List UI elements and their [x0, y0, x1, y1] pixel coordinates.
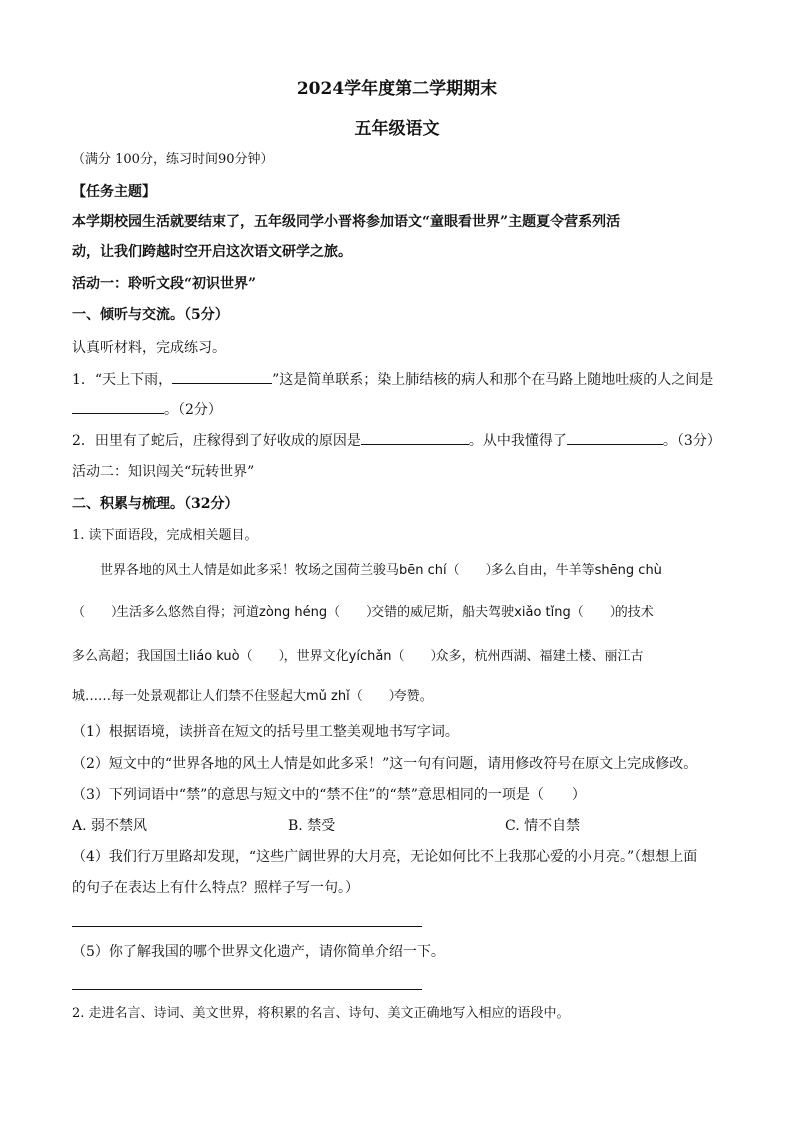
pinyin: shēng chù [594, 563, 662, 578]
passage-text: 夸赞。 [393, 689, 433, 704]
page-subtitle: 五年级语文 [354, 119, 440, 139]
answer-line[interactable] [72, 926, 422, 927]
subquestion-3: （3）下列词语中“禁”的意思与短文中的“禁不住”的“禁”意思相同的一项是（ ） [72, 787, 586, 803]
subquestion-1: （1）根据语境，读拼音在短文的括号里工整美观地书写字词。 [72, 724, 459, 740]
pinyin: yíchǎn [348, 649, 392, 664]
theme-text-line2: 动，让我们跨越时空开启这次语文研学之旅。 [72, 244, 352, 260]
activity2-heading: 活动二：知识闯关“玩转世界” [72, 464, 255, 480]
answer-blank[interactable] [361, 430, 469, 445]
subquestion-4-line1: （4）我们行万里路却发现，“这些广阔世界的大月亮，无论如何比不上我那心爱的小月亮。”（想想上面 [72, 849, 698, 865]
option-c[interactable]: C. 情不自禁 [505, 818, 581, 834]
subquestion-5: （5）你了解我国的哪个世界文化遗产，请你简单介绍一下。 [72, 944, 445, 960]
question-2-2: 2. 走进名言、诗词、美文世界，将积累的名言、诗句、美文正确地写入相应的语段中。 [72, 1006, 570, 1021]
q2-text-a: 2．田里有了蛇后，庄稼得到了好收成的原因是 [72, 433, 361, 449]
passage-text: 多么高超；我国国土 [72, 649, 190, 664]
passage-text: 生活多么悠然自得；河道 [116, 605, 260, 620]
answer-paren[interactable]: （ ） [446, 563, 499, 578]
passage-line-4 [72, 687, 433, 707]
passage-text: 多么自由，牛羊等 [490, 563, 595, 578]
pinyin: mǔ zhǐ [306, 689, 350, 704]
answer-blank[interactable] [172, 369, 272, 384]
activity1-heading: 活动一：聆听文段“初识世界” [72, 276, 257, 292]
q2-text-b: 。从中我懂得了 [468, 433, 567, 449]
passage-text: 城……每一处景观都让人们禁不住竖起大 [72, 689, 307, 704]
answer-paren[interactable]: （ ） [391, 649, 444, 664]
passage-text: ，世界文化 [283, 649, 349, 664]
passage-line-3 [72, 647, 644, 667]
theme-text-line1: 本学期校园生活就要结束了，五年级同学小晋将参加语文“童眼看世界”主题夏令营系列活 [72, 214, 621, 230]
section1-title: 一、倾听与交流。（5分） [72, 307, 229, 323]
question-1-2 [72, 430, 721, 451]
question-2-1-intro: 1. 读下面语段，完成相关题目。 [72, 528, 258, 543]
answer-line[interactable] [72, 989, 422, 990]
page-title: 2024学年度第二学期期末 [296, 79, 498, 99]
passage-text: 的技术 [614, 605, 654, 620]
answer-paren[interactable]: （ ） [72, 605, 125, 620]
question-1-1-cont [72, 399, 222, 420]
pinyin: zòng héng [259, 605, 328, 620]
subquestion-4-line2: 的句子在表达上有什么特点？照样子写一句。） [72, 880, 359, 896]
q2-text-c: 。（3分） [662, 433, 721, 449]
answer-blank[interactable] [72, 399, 164, 414]
theme-heading: 【任务主题】 [72, 184, 156, 200]
passage-line-2 [72, 603, 654, 623]
passage-line-1 [100, 561, 662, 581]
answer-paren[interactable]: （ ） [239, 649, 292, 664]
answer-paren[interactable]: （ ） [570, 605, 623, 620]
exam-meta: （满分 100分，练习时间90分钟） [72, 152, 274, 167]
section2-title: 二、积累与梳理。（32分） [72, 496, 239, 512]
answer-paren[interactable]: （ ） [327, 605, 380, 620]
q1-text-a: 1．“天上下雨， [72, 372, 173, 388]
passage-text: 交错的威尼斯，船夫驾驶 [371, 605, 515, 620]
subquestion-2: （2）短文中的“世界各地的风土人情是如此多采！”这一句有问题，请用修改符号在原文上完成修改。 [72, 756, 698, 772]
passage-text: 众多，杭州西湖、福建土楼、丽江古 [435, 649, 644, 664]
pinyin: bēn chí [399, 563, 447, 578]
pinyin: xiǎo tǐng [514, 605, 571, 620]
question-1-1 [72, 369, 713, 390]
section1-instruction: 认真听材料，完成练习。 [72, 340, 226, 356]
option-a[interactable]: A. 弱不禁风 [72, 818, 148, 834]
q1-text-b: ”这是简单联系；染上肺结核的病人和那个在马路上随地吐痰的人之间是 [272, 372, 714, 388]
q1-text-c: 。（2分） [164, 402, 222, 418]
answer-paren[interactable]: （ ） [349, 689, 402, 704]
passage-text: 世界各地的风土人情是如此多采！牧场之国荷兰骏马 [100, 563, 400, 578]
pinyin: liáo kuò [189, 649, 240, 664]
answer-blank[interactable] [567, 430, 663, 445]
option-b[interactable]: B. 禁受 [288, 818, 336, 834]
